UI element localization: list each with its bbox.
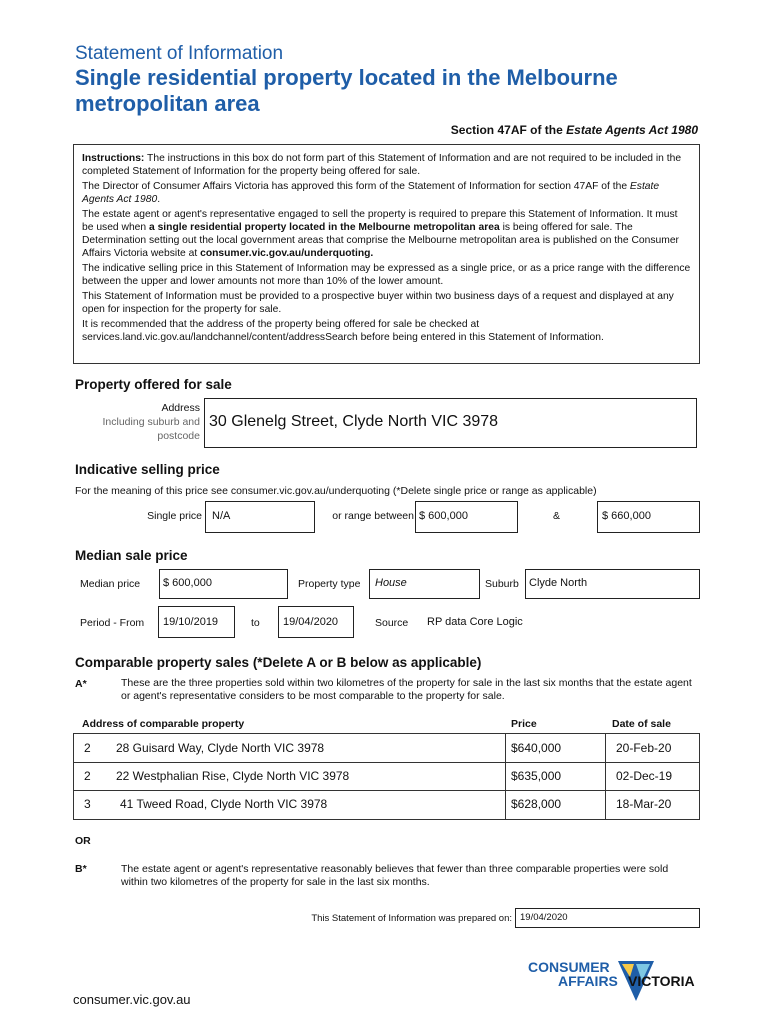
or-label: OR — [75, 835, 91, 847]
table-divider — [505, 733, 506, 820]
instructions-label: Instructions: — [82, 153, 145, 164]
median-price-label: Median price — [80, 578, 141, 590]
address-label: Address — [161, 402, 200, 414]
instructions-p2-text: The Director of Consumer Affairs Victoria has approved this form of the Statement of Information for section 47AF of the — [82, 181, 630, 192]
row-address[interactable]: 22 Westphalian Rise, Clyde North VIC 3978 — [116, 769, 350, 783]
row-number: 2 — [84, 769, 91, 783]
section-prefix: Section 47AF of the — [450, 123, 567, 137]
table-border-left — [73, 733, 74, 820]
comparable-heading: Comparable property sales (*Delete A or B below as applicable) — [75, 655, 482, 670]
prepared-date-field[interactable]: 19/04/2020 — [515, 908, 700, 928]
row-price[interactable]: $640,000 — [511, 741, 562, 755]
source-field[interactable]: RP data Core Logic — [415, 606, 700, 638]
table-divider — [605, 733, 606, 820]
median-heading: Median sale price — [75, 548, 188, 563]
section-reference — [451, 123, 698, 137]
col-date-header: Date of sale — [612, 718, 671, 730]
col-price-header: Price — [511, 718, 537, 730]
indicative-note: For the meaning of this price see consumer.vic.gov.au/underquoting (*Delete single price or range as applicable) — [75, 485, 597, 497]
row-date[interactable]: 02-Dec-19 — [616, 769, 673, 783]
range-high-field[interactable]: $ 660,000 — [597, 501, 700, 533]
row-number: 3 — [84, 797, 91, 811]
row-price[interactable]: $635,000 — [511, 769, 562, 783]
option-a-text: These are the three properties sold within two kilometres of the property for sale in the last six months that the estate agent or agent's representative considers to be most comparable to the property for sale. — [121, 677, 692, 702]
indicative-heading: Indicative selling price — [75, 462, 220, 477]
single-price-label: Single price — [147, 510, 202, 522]
row-address[interactable]: 28 Guisard Way, Clyde North VIC 3978 — [116, 741, 325, 755]
option-a-label: A* — [75, 678, 87, 690]
instructions-p1 — [82, 152, 691, 178]
row-address[interactable]: 41 Tweed Road, Clyde North VIC 3978 — [120, 797, 328, 811]
instructions-p4: The indicative selling price in this Statement of Information may be expressed as a single price, or as a price range with the difference between the upper and lower amounts not more than 10% of the lower amount. — [82, 263, 691, 287]
property-type-label: Property type — [298, 578, 361, 590]
source-label: Source — [375, 617, 409, 629]
instructions-p6: It is recommended that the address of the property being offered for sale be checked at services.land.vic.gov.au/landchannel/content/addressSearch before being entered in this Statement of Information. — [82, 319, 604, 343]
footer-url[interactable]: consumer.vic.gov.au — [73, 992, 191, 1007]
instructions-p2-act: Estate Agents Act 1980 — [82, 181, 660, 205]
single-price-field[interactable]: N/A — [205, 501, 315, 533]
col-address-header: Address of comparable property — [82, 718, 245, 730]
table-border-right — [699, 733, 700, 820]
instructions-p5: This Statement of Information must be provided to a prospective buyer within two business days of a request and displayed at any open for inspection for the property for sale. — [82, 291, 674, 315]
suburb-label: Suburb — [485, 578, 519, 590]
logo-line-affairs: AFFAIRS — [558, 973, 618, 989]
logo-line-victoria: VICTORIA — [628, 973, 695, 989]
instructions-box — [73, 144, 700, 364]
instructions-p1-text: The instructions in this box do not form part of this Statement of Information and are not required to be included in the completed Statement of Information for the property being offered for sale. — [82, 153, 682, 177]
instructions-p3 — [82, 208, 691, 260]
instructions-p2-end: . — [157, 194, 161, 205]
range-low-field[interactable]: $ 600,000 — [415, 501, 518, 533]
form-title: Single residential property located in the Melbourne metropolitan area — [75, 65, 618, 116]
range-between-label: or range between — [332, 510, 414, 522]
instructions-p3-text: The estate agent or agent's representative engaged to sell the property is required to prepare this Statement of Information. It must be used when — [82, 209, 678, 233]
row-number: 2 — [84, 741, 91, 755]
instructions-p3-url[interactable]: consumer.vic.gov.au/underquoting. — [200, 248, 374, 259]
row-date[interactable]: 18-Mar-20 — [616, 797, 672, 811]
form-pre-title: Statement of Information — [75, 43, 284, 64]
period-from-field[interactable]: 19/10/2019 — [158, 606, 235, 638]
median-price-field[interactable]: $ 600,000 — [159, 569, 288, 599]
property-address-field[interactable]: 30 Glenelg Street, Clyde North VIC 3978 — [204, 398, 697, 448]
option-b-text: The estate agent or agent's representative reasonably believes that fewer than three comparable properties were sold within two kilometres of the property for sale in the last six months. — [121, 863, 669, 888]
property-type-field[interactable]: House — [369, 569, 480, 599]
instructions-p2 — [82, 180, 691, 206]
instructions-p3-text2: is being offered for sale. The Determination setting out the local government areas that comprise the Melbourne metropolitan area is published on the Consumer Affairs Victoria website at — [82, 222, 679, 259]
range-ampersand: & — [553, 510, 561, 522]
period-to-label: to — [251, 617, 260, 629]
section-act: Estate Agents Act 1980 — [566, 123, 698, 137]
prepared-label: This Statement of Information was prepared on: — [311, 913, 512, 924]
option-b-label: B* — [75, 863, 87, 875]
address-sublabel-2: postcode — [157, 430, 200, 442]
address-sublabel-1: Including suburb and — [102, 416, 200, 428]
consumer-affairs-victoria-logo — [528, 959, 700, 1009]
suburb-field[interactable]: Clyde North — [525, 569, 700, 599]
period-from-label: Period - From — [80, 617, 145, 629]
instructions-p3-bold: a single residential property located in the Melbourne metropolitan area — [148, 222, 500, 233]
row-date[interactable]: 20-Feb-20 — [616, 741, 672, 755]
row-price[interactable]: $628,000 — [511, 797, 562, 811]
property-heading: Property offered for sale — [75, 377, 232, 392]
logo-line-consumer: CONSUMER — [528, 959, 610, 975]
period-to-field[interactable]: 19/04/2020 — [278, 606, 354, 638]
